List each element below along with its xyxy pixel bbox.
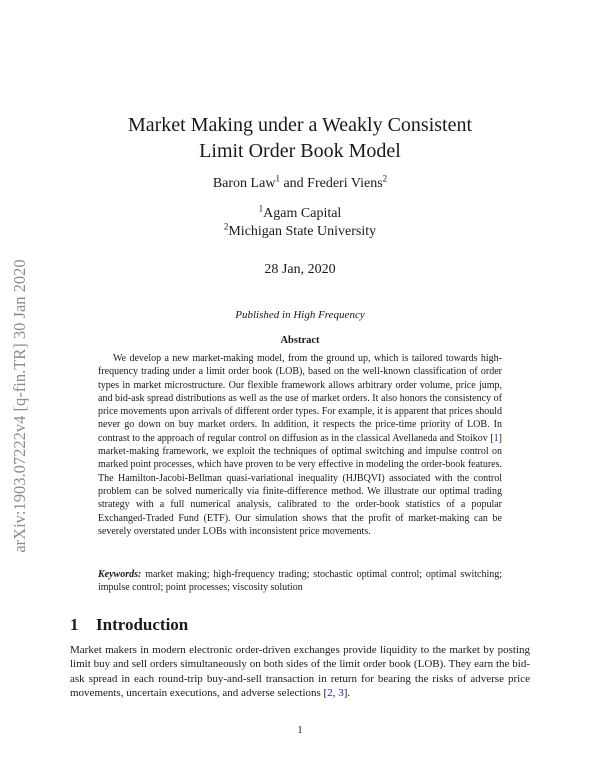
abstract-text (98, 352, 502, 538)
affiliation-1-mark: 1 (258, 203, 264, 214)
publication-date: 28 Jan, 2020 (264, 262, 336, 277)
affiliation-1 (0, 205, 600, 223)
citation-link-2[interactable]: 2 (327, 687, 333, 700)
abstract-part-2: ] market-making framework, we exploit the techniques of optimal switching and impulse control on marked point processes, which have proven to be very effective in modeling the order-book features. The Hamilton-Jacobi-Bellman quasi-variational inequality (HJBQVI) associated with the control problem can be solved numerically via finite-difference method. We illustrate our optimal trading strategy with a full numerical analysis, calibrated to the order-book statistics of a popular Exchanged-Traded Fund (ETF). Our simulation shows that the profit of market-making can be severely overstated under LOBs with inconsistent price movements. (98, 432, 502, 537)
title-line-1: Market Making under a Weakly Consistent (127, 114, 473, 136)
title-line-2: Limit Order Book Model (199, 140, 401, 162)
author-2: Frederi Viens (307, 176, 383, 191)
affiliation-1-name: Agam Capital (263, 206, 342, 221)
affiliation-2-mark: 2 (223, 221, 229, 232)
affiliation-2 (0, 223, 600, 241)
published-in: Published in High Frequency (235, 309, 365, 321)
intro-text: Market makers in modern electronic order-driven exchanges provide liquidity to the market by posting limit buy and sell orders simultaneously on both sides of the limit order book (LOB). They earn the bid-ask spread in each round-trip buy-and-sell transaction in return for bearing the risks of adverse price movements, uncertain executions, and adverse selections [ (70, 644, 530, 700)
citation-separator: , (332, 687, 339, 700)
abstract-heading: Abstract (280, 335, 320, 346)
keywords-text: market making; high-frequency trading; stochastic optimal control; optimal switching; impulse control; point processes; viscosity solution (98, 569, 502, 594)
paper-title (0, 112, 600, 164)
author-1: Baron Law (212, 176, 276, 191)
section-number: 1 (70, 615, 79, 634)
author-2-mark: 2 (382, 173, 388, 184)
author-1-mark: 1 (275, 173, 280, 184)
citation-link-1[interactable]: 1 (493, 432, 499, 444)
author-joiner: and (279, 176, 308, 191)
intro-paragraph (70, 643, 530, 701)
abstract-part-1: We develop a new market-making model, from the ground up, which is tailored towards high-frequency trading under a limit order book (LOB), based on the well-known classification of order types in market microstructure. Our flexible framework allows arbitrary order volume, price jump, and bid-ask spread distributions as well as the use of market orders. It also honors the consistency of price movements upon arrivals of different order types. For example, it is apparent that prices should never go down on buy market orders. In addition, it respects the price-time priority of LOB. In contrast to the approach of regular control on diffusion as in the classical Avellaneda and Stoikov [ (98, 353, 502, 444)
section-title: Introduction (96, 615, 189, 634)
affiliation-2-name: Michigan State University (228, 224, 377, 239)
citation-link-3[interactable]: 3 (338, 687, 344, 700)
section-heading (70, 615, 188, 635)
keywords-label: Keywords: (98, 569, 142, 580)
intro-text-end: ]. (343, 687, 351, 700)
authors (0, 173, 600, 192)
page-number: 1 (297, 724, 303, 736)
affiliations (0, 205, 600, 241)
arxiv-identifier: arXiv:1903.07222v4 [q-fin.TR] 30 Jan 2020 (10, 259, 29, 553)
keywords (98, 568, 502, 595)
